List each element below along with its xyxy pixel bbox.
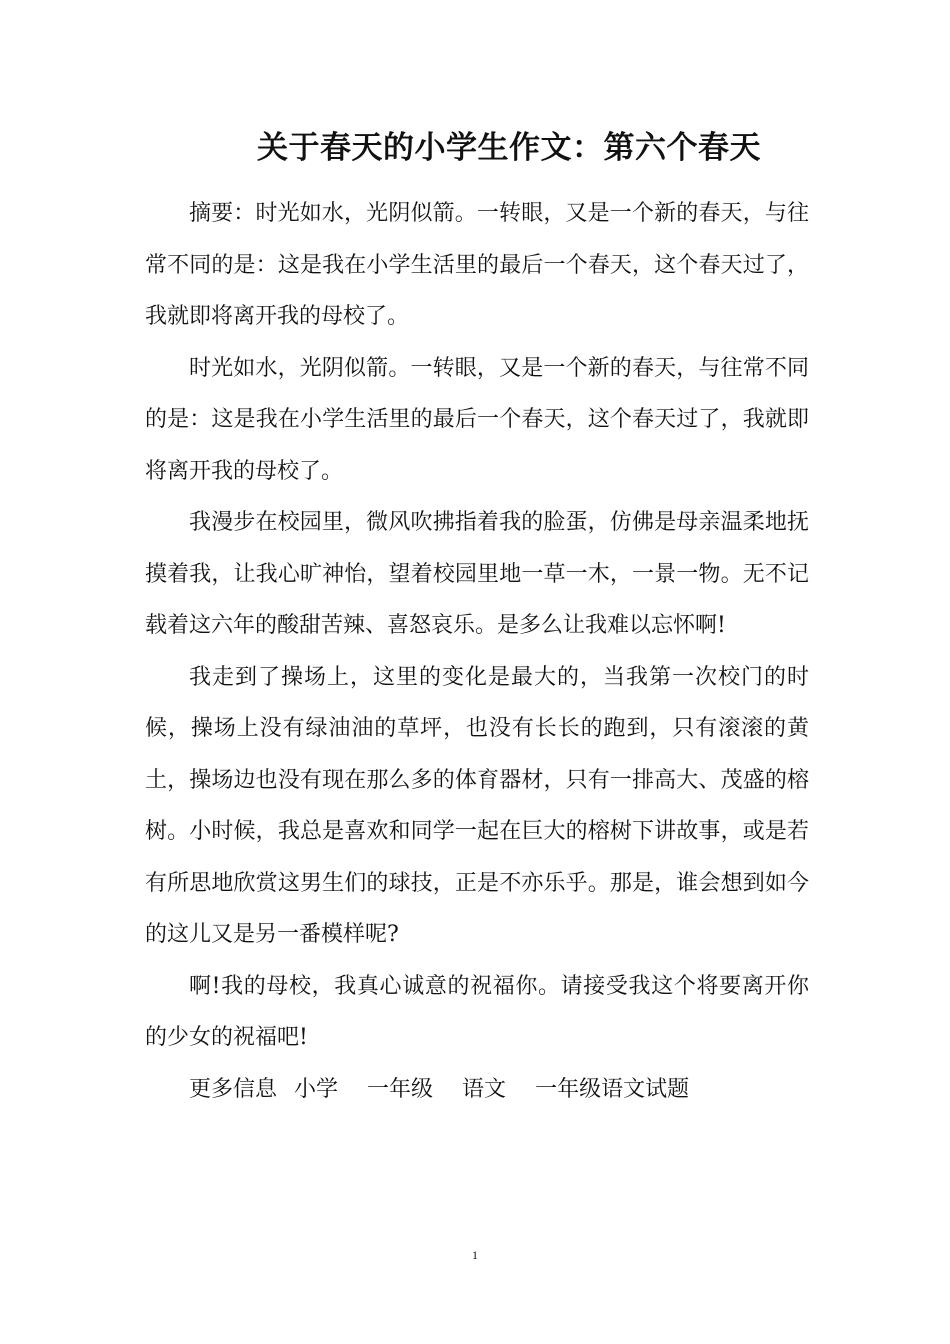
paragraph-2: 我漫步在校园里，微风吹拂指着我的脸蛋，仿佛是母亲温柔地抚摸着我，让我心旷神怡，望着校园里地一草一木，一景一物。无不记载着这六年的酸甜苦辣、喜怒哀乐。是多么让我难以忘怀啊! (145, 510, 809, 638)
tag-link[interactable]: 一年级 (367, 1076, 434, 1102)
tag-link[interactable]: 一年级语文试题 (535, 1076, 690, 1102)
page-number: 1 (472, 1248, 478, 1262)
document-title: 关于春天的小学生作文：第六个春天 (257, 130, 761, 166)
paragraph-4: 啊!我的母校，我真心诚意的祝福你。请接受我这个将要离开你的少女的祝福吧! (145, 973, 809, 1050)
more-info-label: 更多信息 (189, 1076, 278, 1102)
tag-link[interactable]: 小学 (294, 1076, 339, 1102)
paragraph-abstract: 摘要：时光如水，光阴似箭。一转眼，又是一个新的春天，与往常不同的是：这是我在小学生活里的最后一个春天，这个春天过了，我就即将离开我的母校了。 (145, 201, 809, 329)
paragraph-1: 时光如水，光阴似箭。一转眼，又是一个新的春天，与往常不同的是：这是我在小学生活里的最后一个春天，这个春天过了，我就即将离开我的母校了。 (145, 355, 809, 484)
more-info-line (145, 1064, 809, 1116)
paragraph-3: 我走到了操场上，这里的变化是最大的，当我第一次校门的时候，操场上没有绿油油的草坪，也没有长长的跑到，只有滚滚的黄土，操场边也没有现在那么多的体育器材，只有一排高大、茂盛的榕树。小时候，我总是喜欢和同学一起在巨大的榕树下讲故事，或是若有所思地欣赏这男生们的球技，正是不亦乐乎。那是，谁会想到如今的这儿又是另一番模样呢? (145, 664, 809, 947)
document-body (145, 188, 809, 1115)
tag-link[interactable]: 语文 (462, 1076, 507, 1102)
